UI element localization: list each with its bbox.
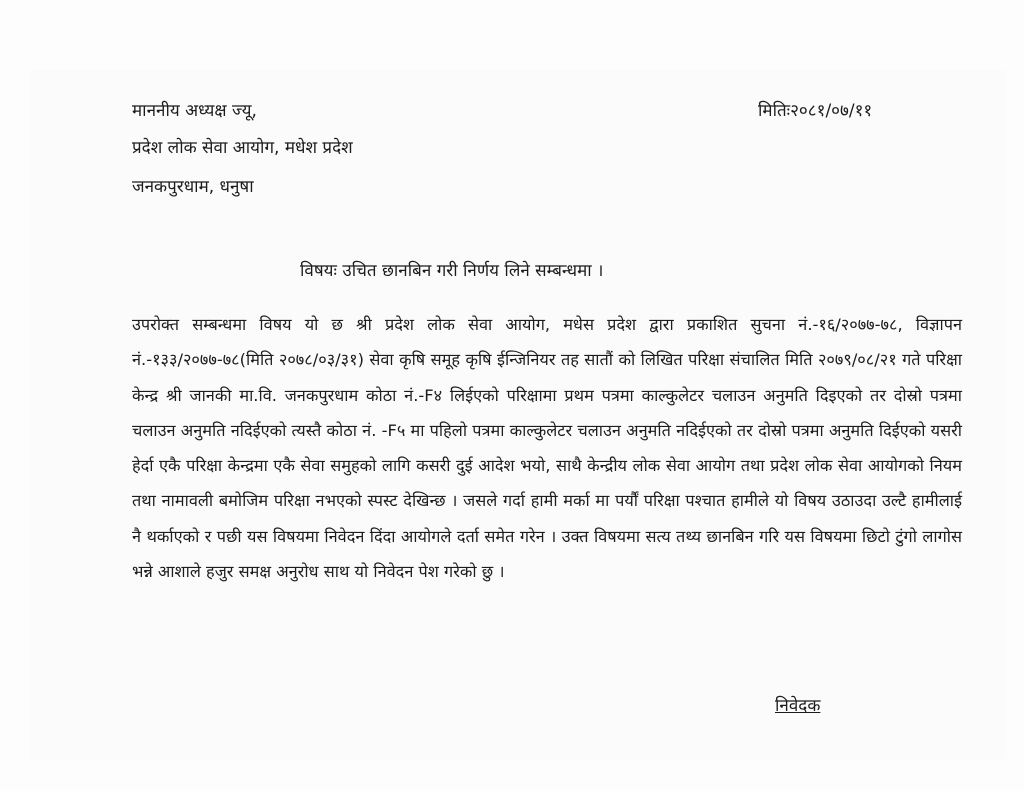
letter-date: मितिः२०८१/०७/११ xyxy=(758,101,873,121)
letter-subject: विषयः उचित छानबिन गरी निर्णय लिने सम्बन्धमा । xyxy=(300,261,604,281)
signature-label: निवेदक xyxy=(775,696,821,716)
location-line: जनकपुरधाम, धनुषा xyxy=(132,177,254,197)
office-line: प्रदेश लोक सेवा आयोग, मधेश प्रदेश xyxy=(132,138,353,158)
letter-body: उपरोक्त सम्बन्धमा विषय यो छ श्री प्रदेश लोक सेवा आयोग, मधेस प्रदेश द्वारा प्रकाशित सुचना नं.-१६/२०७७-७८, विज्ञापन नं.-१३३/२०७७-७८(मिति २०७८/०३/३१) सेवा कृषि समूह कृषि ईन्जिनियर तह सातौं को लिखित परिक्षा संचालित मिति २०७९/०८/२१ गते परिक्षा केन्द्र श्री जानकी मा.वि. जनकपुरधाम कोठा नं.-F४ लिईएको परिक्षामा प्रथम पत्रमा काल्कुलेटर चलाउन अनुमति दिइएको तर दोस्रो पत्रमा चलाउन अनुमति नदिईएको त्यस्तै कोठा नं. -F५ मा पहिलो पत्रमा काल्कुलेटर चलाउन अनुमति नदिईएको तर दोस्रो पत्रमा अनुमति दिईएको यसरी हेर्दा एकै परिक्षा केन्द्रमा एकै सेवा समुहको लागि कसरी दुई आदेश भयो, साथै केन्द्रीय लोक सेवा आयोग तथा प्रदेश लोक सेवा आयोगको नियम तथा नामावली बमोजिम परिक्षा नभएको स्पस्ट देखिन्छ । जसले गर्दा हामी मर्का मा पर्यौं परिक्षा पश्चात हामीले यो विषय उठाउदा उल्टै हामीलाई नै थर्काएको र पछी यस विषयमा निवेदन दिंदा आयोगले दर्ता समेत गरेन । उक्त विषयमा सत्य तथ्य छानबिन गरि यस विषयमा छिटो टुंगो लागोस भन्ने आशाले हजुर समक्ष अनुरोध साथ यो निवेदन पेश गरेको छु । xyxy=(132,315,962,582)
salutation-line: माननीय अध्यक्ष ज्यू, xyxy=(132,101,257,121)
